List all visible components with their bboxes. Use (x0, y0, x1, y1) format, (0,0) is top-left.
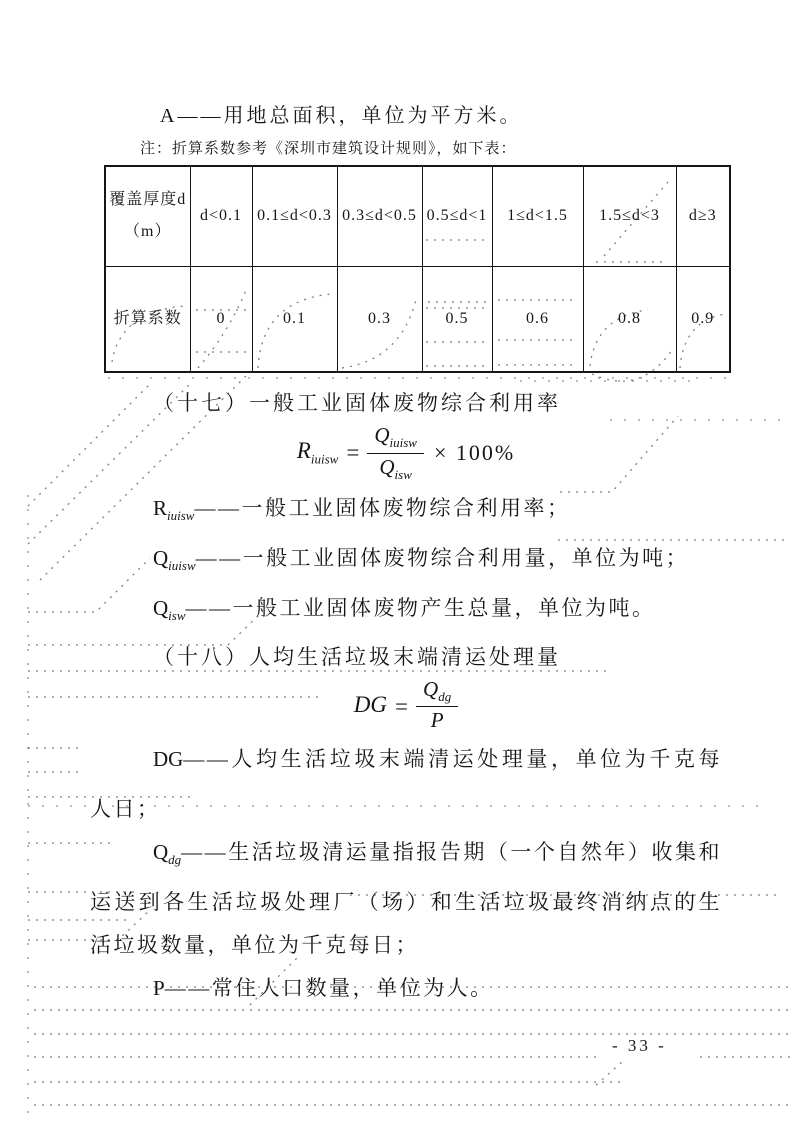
symbol: $Q_{dg}$ (153, 839, 182, 867)
section-17-heading: （十七）一般工业固体废物综合利用率 (153, 391, 561, 415)
fraction (367, 423, 424, 482)
symbol: $R_{iuisw}$ (153, 496, 195, 524)
page-number: - 33 - (612, 1036, 667, 1055)
symbol: $Q_{iuisw}$ (153, 546, 196, 574)
definition-line: DG——人均生活垃圾末端清运处理量，单位为千克每人日； (90, 746, 722, 821)
symbol: DG (153, 746, 184, 771)
definition-line-a: A——用地总面积，单位为平方米。 (160, 105, 523, 127)
equals-sign: = (395, 693, 409, 719)
definition-line: $Q_{isw}——$一般工业固体废物产生总量，单位为吨。 (153, 596, 656, 624)
table-col-header: 1≤d<1.5 (492, 166, 583, 266)
table-col-header: 1.5≤d<3 (583, 166, 676, 266)
table-cell-value: 0.6 (492, 266, 583, 372)
symbol: P (153, 975, 165, 1000)
table-col-header: 0.5≤d<1 (422, 166, 492, 266)
conversion-factor-table (104, 165, 731, 373)
table-cell-value: 0.8 (583, 266, 676, 372)
definition-line: P——常住人口数量，单位为人。 (153, 975, 494, 1000)
table-col-header: 0.1≤d<0.3 (252, 166, 337, 266)
table-cell-value: 0 (190, 266, 252, 372)
table-note: 注：折算系数参考《深圳市建筑设计规则》，如下表： (140, 141, 517, 157)
table-cell-value: 0.1 (252, 266, 337, 372)
equals-sign: = (346, 440, 360, 465)
table-col-header: d<0.1 (190, 166, 252, 266)
table-row-thickness (105, 166, 730, 266)
table-row-header: 折算系数 (105, 266, 190, 372)
document-body (90, 102, 722, 1017)
symbol: $Q_{isw}$ (153, 596, 186, 624)
fraction (416, 677, 458, 736)
formula-iuisw (90, 419, 722, 487)
formula-dg (90, 676, 722, 738)
fraction-numerator: $Q_{dg}$ (416, 677, 458, 707)
table-col-header: 0.3≤d<0.5 (337, 166, 422, 266)
table-cell-value: 0.3 (337, 266, 422, 372)
table-row-header: 覆盖厚度d（m） (105, 166, 190, 266)
formula-lhs: DG (353, 691, 388, 717)
table-cell-value: 0.9 (676, 266, 730, 372)
fraction-denominator: $Q_{isw}$ (379, 454, 412, 482)
table-cell-value: 0.5 (422, 266, 492, 372)
section-18-heading: （十八）人均生活垃圾末端清运处理量 (153, 644, 561, 669)
fraction-denominator: P (430, 708, 444, 733)
definition-line: $Q_{dg}——$生活垃圾清运量指报告期（一个自然年）收集和运送到各生活垃圾处理厂（场）和生活垃圾最终消纳点的生活垃圾数量，单位为千克每日； (90, 839, 722, 957)
table-row-factor (105, 266, 730, 372)
definition-line: $R_{iuisw}——$一般工业固体废物综合利用率； (153, 496, 571, 524)
table-col-header: d≥3 (676, 166, 730, 266)
definition-line: $Q_{iuisw}——$一般工业固体废物综合利用量，单位为吨； (153, 546, 690, 574)
fraction-numerator: $Q_{iuisw}$ (367, 423, 424, 453)
formula-multiplier: × 100% (433, 440, 516, 465)
formula-lhs: $R_{iuisw}$ (296, 438, 339, 467)
